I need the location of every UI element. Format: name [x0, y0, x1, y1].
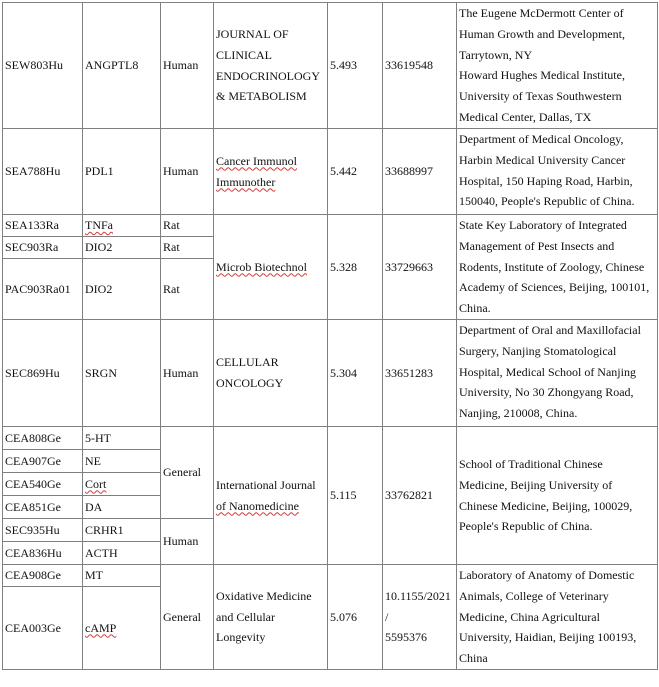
target-gene	[83, 473, 161, 496]
product-code: CEA908Ge	[3, 565, 83, 587]
target-gene	[83, 587, 161, 670]
species: Rat	[161, 237, 214, 259]
target-gene-text: Cort	[85, 476, 107, 491]
target-gene: ACTH	[83, 542, 161, 565]
pmid: 33729663	[383, 215, 457, 320]
affiliation-line: Medicine, Beijing University of	[459, 477, 613, 492]
journal-line: Oxidative Medicine	[216, 588, 312, 603]
target-gene-text: TNFa	[85, 218, 113, 233]
affiliation-line: Animals, College of Veterinary	[459, 588, 609, 603]
doi	[383, 565, 457, 670]
affiliation-line: Harbin Medical University Cancer	[459, 152, 626, 167]
affiliation	[457, 3, 658, 129]
species: General	[161, 427, 214, 519]
affiliation-line: The Eugene McDermott Center of	[459, 6, 624, 20]
product-code: CEA540Ge	[3, 473, 83, 496]
target-gene: MT	[83, 565, 161, 587]
pmid: 33688997	[383, 129, 457, 215]
affiliation-line: Hospital, Medical School of Nanjing	[459, 364, 636, 379]
species: Rat	[161, 215, 214, 237]
affiliation-line: China.	[459, 301, 491, 316]
table-row	[3, 565, 658, 587]
product-code: SEC903Ra	[3, 237, 83, 259]
product-code: CEA907Ge	[3, 450, 83, 473]
affiliation-line: School of Traditional Chinese	[459, 456, 603, 471]
affiliation	[457, 215, 658, 320]
affiliation-line: Academy of Sciences, Beijing, 100101,	[459, 280, 650, 295]
journal-name	[214, 565, 328, 670]
affiliation-line: 150040, People's Republic of China.	[459, 194, 635, 209]
table-row	[3, 129, 658, 215]
product-code: CEA003Ge	[3, 587, 83, 670]
journal-line: and Cellular Longevity	[216, 609, 275, 645]
journal-line	[216, 496, 325, 517]
journal-text: Microb Biotechnol	[216, 259, 307, 274]
impact-factor: 5.115	[328, 427, 383, 565]
target-gene: 5-HT	[83, 427, 161, 450]
affiliation	[457, 129, 658, 215]
journal-name	[214, 129, 328, 215]
product-code: SEA788Hu	[3, 129, 83, 215]
product-code: CEA808Ge	[3, 427, 83, 450]
affiliation-line: Medical Center, Dallas, TX	[459, 109, 592, 124]
journal-line: Cancer Immunol	[216, 153, 297, 168]
species: Human	[161, 320, 214, 427]
target-gene-text: cAMP	[85, 620, 117, 635]
affiliation-line: Chinese Medicine, Beijing, 100029,	[459, 498, 633, 513]
table-row	[3, 320, 658, 427]
species: Human	[161, 129, 214, 215]
product-code: SEC869Hu	[3, 320, 83, 427]
journal-line: CELLULAR	[216, 355, 279, 370]
impact-factor: 5.442	[328, 129, 383, 215]
affiliation-line: Department of Oral and Maxillofacial	[459, 323, 641, 337]
journal-line: Immunother	[216, 174, 276, 189]
pmid: 33651283	[383, 320, 457, 427]
species: Rat	[161, 259, 214, 320]
affiliation-line: Management of Pest Insects and	[459, 238, 615, 253]
impact-factor: 5.328	[328, 215, 383, 320]
target-gene: DIO2	[83, 237, 161, 259]
product-code: CEA851Ge	[3, 496, 83, 519]
product-code: CEA836Hu	[3, 542, 83, 565]
affiliation-line: State Key Laboratory of Integrated	[459, 218, 627, 232]
affiliation-line: Department of Medical Oncology,	[459, 132, 624, 146]
target-gene: PDL1	[83, 129, 161, 215]
affiliation-line: Human Growth and Development,	[459, 26, 625, 41]
citations-table	[2, 2, 658, 670]
affiliation	[457, 427, 658, 565]
target-gene: DA	[83, 496, 161, 519]
affiliation-line: Surgery, Nanjing Stomatological	[459, 343, 617, 358]
affiliation	[457, 565, 658, 670]
affiliation-line: China	[459, 651, 488, 666]
impact-factor: 5.304	[328, 320, 383, 427]
species: Human	[161, 3, 214, 129]
doi-line: 10.1155/2021/	[385, 588, 451, 624]
journal-name	[214, 215, 328, 320]
target-gene: DIO2	[83, 259, 161, 320]
journal-line: ONCOLOGY	[216, 376, 284, 390]
table-row	[3, 215, 658, 237]
affiliation	[457, 320, 658, 427]
journal-text: of Nanomedicine	[216, 498, 299, 513]
journal-name: JOURNAL OF CLINICAL ENDOCRINOLOGY & METABOLISM	[214, 3, 328, 129]
product-code: SEC935Hu	[3, 519, 83, 542]
pmid: 33762821	[383, 427, 457, 565]
affiliation-line: Nanjing, 210008, China.	[459, 406, 578, 421]
affiliation-line: University, Haidian, Beijing 100193,	[459, 630, 637, 645]
target-gene: CRHR1	[83, 519, 161, 542]
affiliation-line: Howard Hughes Medical Institute,	[459, 68, 625, 83]
species: General	[161, 565, 214, 670]
journal-name	[214, 320, 328, 427]
affiliation-line: Laboratory of Anatomy of Domestic	[459, 568, 635, 582]
table-row	[3, 427, 658, 450]
doi-line: 5595376	[385, 630, 427, 645]
affiliation-line: Rodents, Institute of Zoology, Chinese	[459, 259, 645, 274]
affiliation-line: University, No 30 Zhongyang Road,	[459, 385, 634, 400]
journal-name	[214, 427, 328, 565]
affiliation-line: Hospital, 150 Haping Road, Harbin,	[459, 173, 633, 188]
table-row	[3, 3, 658, 129]
product-code: SEW803Hu	[3, 3, 83, 129]
pmid: 33619548	[383, 3, 457, 129]
species: Human	[161, 519, 214, 565]
affiliation-line: Medicine, China Agricultural	[459, 609, 600, 624]
product-code: PAC903Ra01	[3, 259, 83, 320]
impact-factor: 5.493	[328, 3, 383, 129]
target-gene: NE	[83, 450, 161, 473]
product-code: SEA133Ra	[3, 215, 83, 237]
affiliation-line: People's Republic of China.	[459, 519, 593, 534]
affiliation-line: Tarrytown, NY	[459, 47, 533, 62]
journal-line: International Journal	[216, 477, 316, 492]
target-gene	[83, 215, 161, 237]
affiliation-line: University of Texas Southwestern	[459, 89, 622, 104]
target-gene: ANGPTL8	[83, 3, 161, 129]
impact-factor: 5.076	[328, 565, 383, 670]
target-gene: SRGN	[83, 320, 161, 427]
